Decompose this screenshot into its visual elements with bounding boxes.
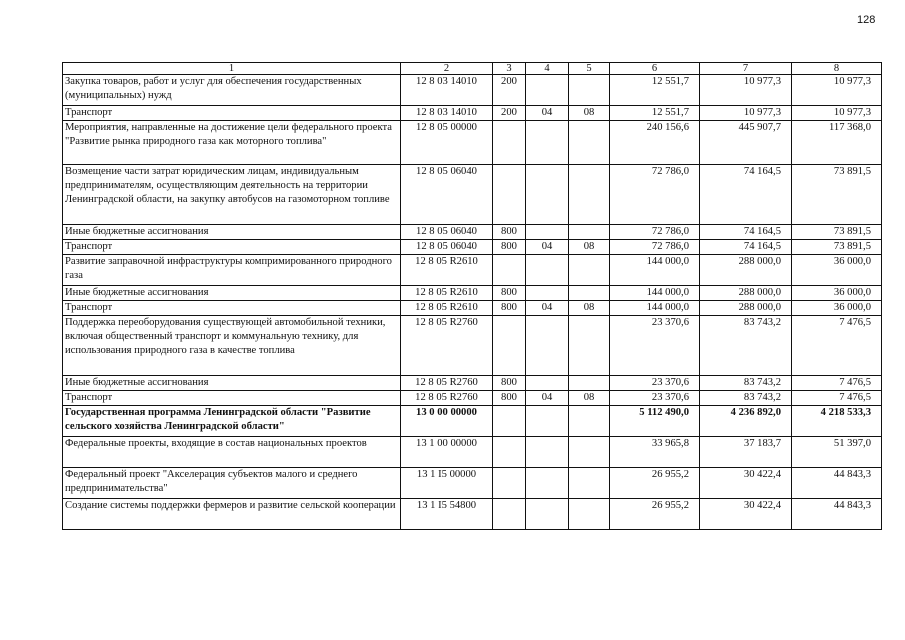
row-year1: 12 551,7 [610,75,700,106]
row-vr [493,468,526,499]
row-year2: 445 907,7 [700,121,792,165]
row-year2: 4 236 892,0 [700,406,792,437]
row-code: 12 8 05 00000 [401,121,493,165]
row-rz [526,499,569,530]
row-rz [526,255,569,286]
row-year3: 117 368,0 [792,121,882,165]
row-pr: 08 [569,301,610,316]
row-year2: 288 000,0 [700,286,792,301]
row-vr: 200 [493,106,526,121]
row-year3: 44 843,3 [792,499,882,530]
row-year2: 37 183,7 [700,437,792,468]
row-year3: 7 476,5 [792,391,882,406]
table-row [63,301,882,316]
row-rz [526,165,569,225]
row-pr: 08 [569,391,610,406]
row-year1: 72 786,0 [610,165,700,225]
row-year1: 23 370,6 [610,391,700,406]
row-year1: 240 156,6 [610,121,700,165]
row-pr [569,225,610,240]
row-code: 12 8 05 06040 [401,225,493,240]
row-year2: 288 000,0 [700,255,792,286]
page-number: 128 [857,14,876,26]
table-row [63,499,882,530]
row-code: 13 1 I5 54800 [401,499,493,530]
row-year3: 36 000,0 [792,255,882,286]
row-year1: 144 000,0 [610,301,700,316]
row-code: 12 8 05 R2610 [401,286,493,301]
row-rz: 04 [526,391,569,406]
row-name: Иные бюджетные ассигнования [63,225,401,240]
row-year3: 7 476,5 [792,316,882,376]
row-vr [493,121,526,165]
row-year2: 74 164,5 [700,240,792,255]
header-cell: 5 [569,63,610,75]
table-row [63,255,882,286]
row-year3: 44 843,3 [792,468,882,499]
row-code: 12 8 05 R2760 [401,376,493,391]
table-row [63,468,882,499]
table-row [63,240,882,255]
table-row [63,225,882,240]
row-year3: 73 891,5 [792,240,882,255]
row-code: 12 8 03 14010 [401,106,493,121]
row-year1: 12 551,7 [610,106,700,121]
row-name: Иные бюджетные ассигнования [63,376,401,391]
row-name: Возмещение части затрат юридическим лицам, индивидуальным предпринимателям, осуществляющим деятельность на территории Ленинградской области, на закупку автобусов на газомоторном топливе [63,165,401,225]
table-row [63,106,882,121]
row-code: 12 8 05 06040 [401,165,493,225]
row-vr: 200 [493,75,526,106]
row-year1: 26 955,2 [610,499,700,530]
row-year2: 30 422,4 [700,468,792,499]
row-name: Федеральный проект "Акселерация субъектов малого и среднего предпринимательства" [63,468,401,499]
row-code: 12 8 05 R2760 [401,316,493,376]
row-name: Иные бюджетные ассигнования [63,286,401,301]
row-code: 13 1 I5 00000 [401,468,493,499]
row-code: 12 8 05 R2760 [401,391,493,406]
header-cell: 1 [63,63,401,75]
table-row [63,406,882,437]
row-pr [569,437,610,468]
header-cell: 2 [401,63,493,75]
row-name: Государственная программа Ленинградской области "Развитие сельского хозяйства Ленинградской области" [63,406,401,437]
table-row [63,75,882,106]
row-year2: 10 977,3 [700,106,792,121]
row-year3: 7 476,5 [792,376,882,391]
row-name: Транспорт [63,240,401,255]
row-name: Создание системы поддержки фермеров и развитие сельской кооперации [63,499,401,530]
row-year3: 73 891,5 [792,165,882,225]
row-year1: 23 370,6 [610,376,700,391]
table-row [63,376,882,391]
row-pr [569,75,610,106]
table-row [63,437,882,468]
row-year3: 36 000,0 [792,301,882,316]
row-year2: 288 000,0 [700,301,792,316]
row-rz [526,75,569,106]
row-vr: 800 [493,391,526,406]
table-row [63,165,882,225]
row-rz: 04 [526,240,569,255]
row-name: Поддержка переоборудования существующей автомобильной техники, включая общественный транспорт и коммунальную технику, для использования природного газа в качестве топлива [63,316,401,376]
row-vr [493,437,526,468]
row-name: Федеральные проекты, входящие в состав национальных проектов [63,437,401,468]
row-rz [526,286,569,301]
row-vr [493,316,526,376]
row-rz [526,437,569,468]
row-year1: 23 370,6 [610,316,700,376]
row-name: Развитие заправочной инфраструктуры компримированного природного газа [63,255,401,286]
row-year1: 33 965,8 [610,437,700,468]
row-code: 12 8 03 14010 [401,75,493,106]
row-code: 12 8 05 R2610 [401,301,493,316]
header-cell: 8 [792,63,882,75]
row-year3: 10 977,3 [792,106,882,121]
row-rz: 04 [526,106,569,121]
table-row [63,286,882,301]
table-row [63,316,882,376]
row-code: 12 8 05 R2610 [401,255,493,286]
row-vr [493,499,526,530]
row-year2: 74 164,5 [700,165,792,225]
row-name: Закупка товаров, работ и услуг для обеспечения государственных (муниципальных) нужд [63,75,401,106]
row-vr [493,165,526,225]
row-code: 12 8 05 06040 [401,240,493,255]
row-year2: 30 422,4 [700,499,792,530]
row-year1: 144 000,0 [610,255,700,286]
row-name: Транспорт [63,391,401,406]
row-name: Транспорт [63,106,401,121]
row-year1: 72 786,0 [610,240,700,255]
budget-table [62,62,882,530]
row-pr [569,255,610,286]
row-pr [569,468,610,499]
table-row [63,121,882,165]
row-pr [569,376,610,391]
row-year2: 83 743,2 [700,376,792,391]
row-pr [569,121,610,165]
row-year1: 72 786,0 [610,225,700,240]
row-pr [569,316,610,376]
row-year3: 4 218 533,3 [792,406,882,437]
row-pr [569,406,610,437]
header-cell: 7 [700,63,792,75]
row-code: 13 0 00 00000 [401,406,493,437]
row-rz [526,376,569,391]
row-vr [493,406,526,437]
row-year1: 5 112 490,0 [610,406,700,437]
table-row [63,391,882,406]
row-vr [493,255,526,286]
row-pr [569,165,610,225]
row-rz [526,121,569,165]
header-cell: 4 [526,63,569,75]
row-vr: 800 [493,286,526,301]
row-vr: 800 [493,376,526,391]
row-vr: 800 [493,301,526,316]
row-year2: 10 977,3 [700,75,792,106]
row-vr: 800 [493,225,526,240]
row-year2: 83 743,2 [700,391,792,406]
row-rz [526,225,569,240]
header-cell: 6 [610,63,700,75]
row-rz [526,406,569,437]
row-year1: 144 000,0 [610,286,700,301]
row-name: Мероприятия, направленные на достижение цели федерального проекта "Развитие рынка природного газа как моторного топлива" [63,121,401,165]
row-year2: 74 164,5 [700,225,792,240]
row-pr: 08 [569,106,610,121]
header-cell: 3 [493,63,526,75]
row-year1: 26 955,2 [610,468,700,499]
row-year2: 83 743,2 [700,316,792,376]
row-pr [569,286,610,301]
row-year3: 73 891,5 [792,225,882,240]
row-pr [569,499,610,530]
row-rz [526,468,569,499]
row-year3: 36 000,0 [792,286,882,301]
row-code: 13 1 00 00000 [401,437,493,468]
row-pr: 08 [569,240,610,255]
header-row [63,63,882,75]
row-rz: 04 [526,301,569,316]
row-year3: 10 977,3 [792,75,882,106]
row-rz [526,316,569,376]
row-name: Транспорт [63,301,401,316]
row-year3: 51 397,0 [792,437,882,468]
row-vr: 800 [493,240,526,255]
